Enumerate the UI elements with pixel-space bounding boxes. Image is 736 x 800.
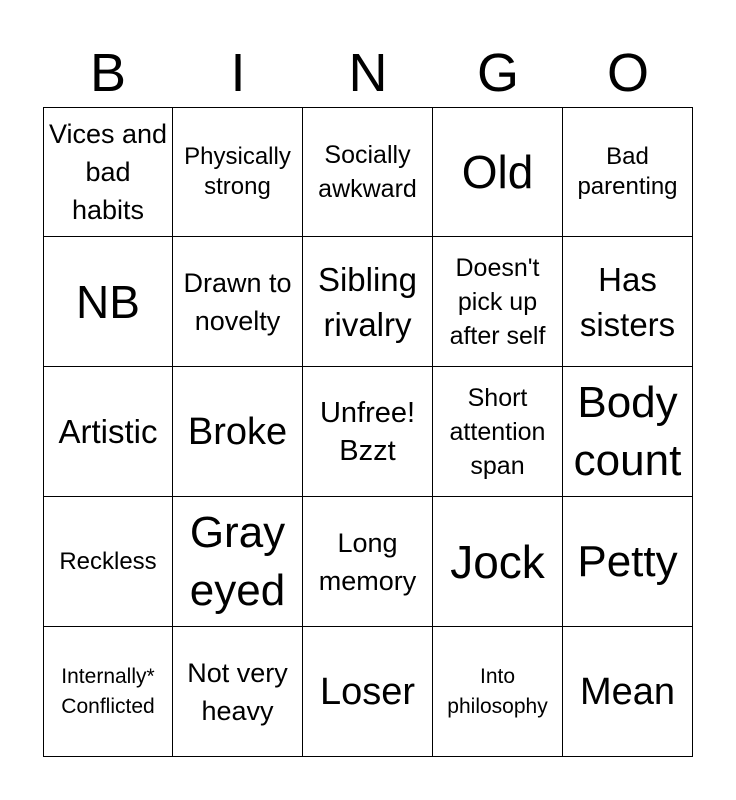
cell-label: Broke: [187, 410, 288, 453]
cell-label: Vices and bad habits: [48, 119, 168, 225]
cell-label: Long memory: [318, 527, 417, 596]
bingo-cell[interactable]: [43, 497, 173, 627]
bingo-cell[interactable]: [303, 627, 433, 757]
cell-label: Jock: [450, 535, 545, 588]
bingo-cell[interactable]: [43, 367, 173, 497]
header-letter-b: B: [89, 43, 127, 103]
bingo-cell[interactable]: [303, 107, 433, 237]
cell-label: Socially awkward: [318, 141, 417, 203]
cell-label: Artistic: [58, 413, 158, 450]
bingo-cell[interactable]: [43, 627, 173, 757]
cell-label: Reckless: [59, 547, 157, 575]
header-letter-o: O: [606, 43, 649, 103]
cell-label: Unfree! Bzzt: [319, 396, 416, 467]
bingo-cell[interactable]: [43, 107, 173, 237]
cell-label: Loser: [319, 670, 416, 713]
cell-label: Gray eyed: [189, 507, 286, 615]
cell-label: Internally* Conflicted: [61, 664, 155, 718]
cell-label: Physically strong: [184, 143, 291, 200]
header-letter-g: G: [476, 43, 519, 103]
bingo-cell[interactable]: [563, 107, 693, 237]
cell-label: NB: [76, 275, 140, 328]
cell-label: Body count: [573, 377, 682, 485]
cell-label: Sibling rivalry: [317, 260, 418, 343]
cell-label: Into philosophy: [447, 664, 548, 718]
bingo-cell[interactable]: [173, 107, 303, 237]
bingo-cell[interactable]: [563, 497, 693, 627]
cell-label: Not very heavy: [187, 657, 288, 726]
cell-label: Petty: [577, 536, 678, 586]
bingo-cell[interactable]: [173, 367, 303, 497]
header-letter-i: I: [230, 43, 246, 103]
bingo-cell[interactable]: [173, 497, 303, 627]
header-letter-n: N: [348, 43, 388, 103]
bingo-cell[interactable]: [563, 237, 693, 367]
cell-label: Old: [461, 146, 534, 198]
cell-label: Drawn to novelty: [183, 267, 292, 336]
cell-label: Doesn't pick up after self: [449, 253, 546, 350]
bingo-cell[interactable]: [563, 367, 693, 497]
cell-label: Short attention span: [449, 383, 546, 480]
cell-label: Bad parenting: [577, 143, 678, 200]
bingo-cell[interactable]: [563, 627, 693, 757]
cell-label: Has sisters: [579, 260, 676, 343]
cell-label: Mean: [579, 670, 676, 713]
bingo-cell[interactable]: [433, 627, 563, 757]
bingo-cell[interactable]: [433, 497, 563, 627]
bingo-cell[interactable]: [433, 107, 563, 237]
bingo-cell[interactable]: [303, 237, 433, 367]
bingo-cell[interactable]: [43, 237, 173, 367]
bingo-board: [43, 107, 693, 757]
bingo-cell[interactable]: [303, 367, 433, 497]
bingo-cell[interactable]: [173, 627, 303, 757]
bingo-cell[interactable]: [173, 237, 303, 367]
bingo-cell[interactable]: [303, 497, 433, 627]
bingo-cell[interactable]: [433, 367, 563, 497]
bingo-cell[interactable]: [433, 237, 563, 367]
bingo-header: [43, 40, 693, 106]
